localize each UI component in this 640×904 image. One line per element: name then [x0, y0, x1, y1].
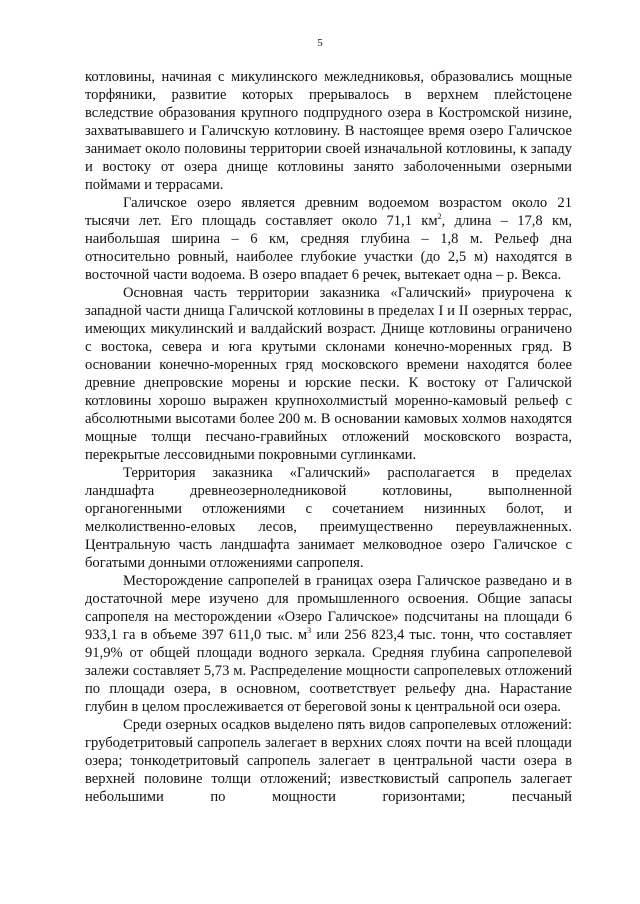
paragraph-2-text-b: , длина – 17,8 км, наибольшая ширина – 6 км, средняя глубина – 1,8 м. Рельеф дна относительно ровный, наиболее глубокие участки (до 2,5 м) находятся в восточной части водоема. В озеро впадает 6 речек, вытекает одна – р. Векса. [85, 213, 572, 283]
paragraph-2 [85, 194, 572, 284]
paragraph-5-text-a: Месторождение сапропелей в границах озера Галичское разведано и в достаточной мере изучено для промышленного освоения. Общие запасы сапропеля на месторождении «Озеро Галичское» подсчитаны на площади 6 933,1 га в объеме 397 611,0 тыс. м [85, 573, 572, 643]
paragraph-5 [85, 572, 572, 716]
paragraph-1: котловины, начиная с микулинского межледниковья, образовались мощные торфяники, развитие которых прерывалось в верхнем плейстоцене вследствие образования крупного подпрудного озера в Костромской низине, захватывавшего и Галичскую котловину. В настоящее время озеро Галичское занимает около половины территории своей изначальной котловины, к западу и востоку от озера днище котловины занято заболоченными озерными поймами и террасами. [85, 69, 572, 193]
superscript-m3: 3 [307, 626, 312, 636]
paragraph-4: Территория заказника «Галичский» располагается в пределах ландшафта древнеозерноледниковой котловины, выполненной органогенными отложениями с сочетанием низинных болот, и мелколиственно-еловых лесов, преимущественно переувлажненных. Центральную часть ландшафта занимает мелководное озеро Галичское с богатыми донными отложениями сапропеля. [85, 465, 572, 571]
paragraph-3: Основная часть территории заказника «Галичский» приурочена к западной части днища Галичской котловины в пределах I и II озерных террас, имеющих микулинский и валдайский возраст. Днище котловины ограничено с востока, севера и юга крутыми склонами конечно-моренных гряд. В основании конечно-моренных гряд московского времени находятся более древние днепровские морены и юрские пески. К востоку от Галичской котловины хорошо выражен крупнохолмистый моренно-камовый рельеф с абсолютными высотами более 200 м. В основании камовых холмов находятся мощные толщи песчано-гравийных отложений московского возраста, перекрытые лессовидными покровными суглинками. [85, 285, 572, 463]
paragraph-2-text-a: Галичское озеро является древним водоемом возрастом около 21 тысячи лет. Его площадь составляет около 71,1 км [85, 195, 572, 229]
paragraph-5-text-b: или 256 823,4 тыс. тонн, что составляет 91,9% от общей площади водного зеркала. Средняя глубина сапропелевой залежи составляет 5,73 м. Распределение мощности сапропелевых отложений по площади озера, в основном, соответствует рельефу дна. Нарастание глубин в целом прослеживается от береговой зоны к центральной оси озера. [85, 627, 572, 715]
body-text [85, 68, 572, 806]
paragraph-6: Среди озерных осадков выделено пять видов сапропелевых отложений: грубодетритовый сапропель залегает в верхних слоях почти на всей площади озера; тонкодетритовый сапропель залегает в центральной части озера в верхней половине толщи отложений; известковистый сапропель залегает небольшими по мощности горизонтами; песчаный [85, 717, 572, 805]
superscript-km2: 2 [437, 212, 442, 222]
page-number: 5 [317, 37, 323, 49]
